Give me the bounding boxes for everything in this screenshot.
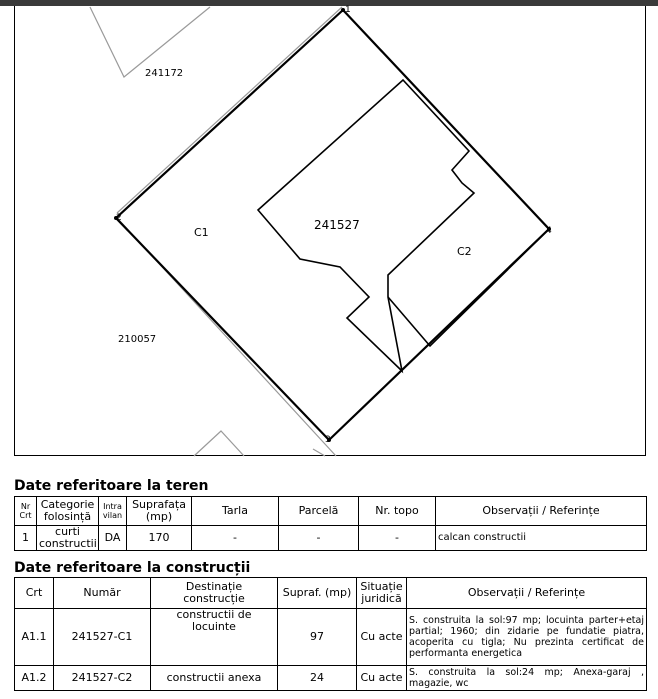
land-header-tarla: Tarla [192,497,279,526]
land-cell-categorie: curti constructii [37,526,99,551]
buildings-header-situatie: Situație juridică [357,578,407,609]
land-header-categorie: Categorie folosință [37,497,99,526]
land-cell-tarla: - [192,526,279,551]
land-header-nr-topo: Nr. topo [359,497,436,526]
building-cell-destinatie: constructii anexa [151,666,278,691]
buildings-header-numar: Număr [54,578,151,609]
building-cell-situatie: Cu acte [357,666,407,691]
land-cell-intravilan: DA [99,526,127,551]
buildings-header-destinatie: Destinație construcție [151,578,278,609]
land-table [14,496,647,551]
building-c2-label: C2 [457,245,472,258]
buildings-table [14,577,647,691]
land-header-nr: Nr Crt [15,497,37,526]
parcel-number-label: 241527 [314,218,360,232]
land-header-parcela: Parcelă [279,497,359,526]
land-cell-observatii: calcan constructii [436,526,647,551]
vertex-1-label: 1 [345,5,351,15]
building-cell-numar: 241527-C1 [54,609,151,666]
table-row [15,609,647,666]
buildings-header-supraf: Supraf. (mp) [278,578,357,609]
building-cell-supraf: 97 [278,609,357,666]
land-cell-parcela: - [279,526,359,551]
vertex-3-label: 3 [325,435,331,445]
table-row [15,526,647,551]
buildings-header-observatii: Observații / Referințe [407,578,647,609]
building-cell-supraf: 24 [278,666,357,691]
buildings-header-row [15,578,647,609]
buildings-section-title: Date referitoare la construcții [14,560,251,576]
building-cell-numar: 241527-C2 [54,666,151,691]
land-cell-suprafata: 170 [127,526,192,551]
land-header-row [15,497,647,526]
land-header-suprafata: Suprafața (mp) [127,497,192,526]
neighbor-241172-outline [90,7,210,77]
neighbor-241172-label: 241172 [145,68,184,79]
vertex-2-label: 2 [116,213,122,223]
building-c1-outline [258,80,474,371]
neighbor-bottom-outline [194,431,244,456]
neighbor-210057-label: 210057 [118,334,157,345]
land-cell-nr-topo: - [359,526,436,551]
land-cell-nr: 1 [15,526,37,551]
land-header-intravilan: Intra vilan [99,497,127,526]
land-section-title: Date referitoare la teren [14,478,209,494]
building-cell-destinatie: constructii de locuinte [151,609,278,666]
neighbor-border-bottom [313,449,325,456]
building-cell-crt: A1.1 [15,609,54,666]
building-cell-observatii: S. construita la sol:24 mp; Anexa-garaj , magazie, wc [407,666,647,691]
building-cell-observatii: S. construita la sol:97 mp; locuinta parter+etaj partial; 1960; din zidarie pe fundatie piatra, acoperita cu tigla; Nu prezinta certificat de performanta energetica [407,609,647,666]
neighbor-border-upper [117,7,342,213]
building-c1-label: C1 [194,226,209,239]
table-row [15,666,647,691]
buildings-header-crt: Crt [15,578,54,609]
building-cell-crt: A1.2 [15,666,54,691]
land-header-observatii: Observații / Referințe [436,497,647,526]
building-cell-situatie: Cu acte [357,609,407,666]
vertex-4-label: 4 [546,226,552,236]
